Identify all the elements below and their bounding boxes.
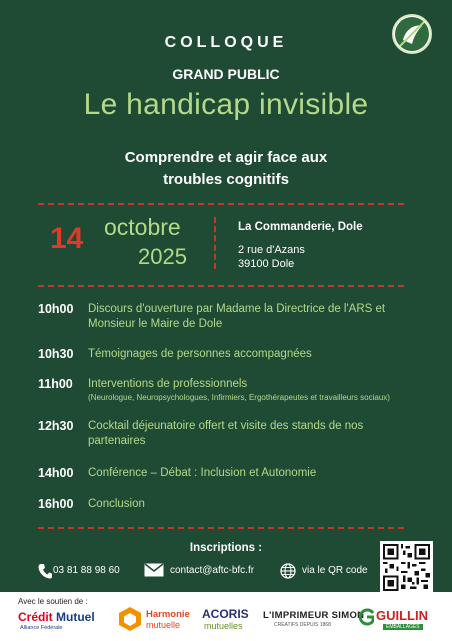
- harmonie-subtitle: mutuelle: [146, 620, 181, 630]
- sponsor-label: Avec le soutien de :: [18, 597, 88, 606]
- sponsor-credit-mutuel: [18, 610, 95, 624]
- agenda-text: Conférence – Débat : Inclusion et Autonomie: [88, 467, 317, 479]
- agenda-text: Cocktail déjeunatoire offert et visite des stands de nos partenaires: [88, 420, 364, 447]
- agenda-time: 12h30: [38, 419, 74, 433]
- sponsor-band: [0, 592, 452, 641]
- phone-icon: [38, 563, 52, 579]
- phone-number: 03 81 88 98 60: [53, 565, 120, 576]
- agenda-note: (Neurologue, Neuropsychologues, Infirmiers, Ergothérapeutes et travailleurs sociaux): [88, 393, 390, 402]
- agenda-time: 10h30: [38, 347, 74, 361]
- agenda-text-block: [88, 377, 416, 403]
- venue-city: 39100 Dole: [238, 258, 295, 270]
- agenda-time: 14h00: [38, 466, 74, 480]
- divider-top: [38, 203, 404, 205]
- guillin-logo-icon: [358, 608, 374, 626]
- sponsor-harmonie: Harmonie: [146, 609, 190, 620]
- event-subtitle: [0, 147, 452, 191]
- event-audience: GRAND PUBLIC: [172, 66, 280, 82]
- guillin-subtitle: EMBALLAGES: [383, 624, 423, 630]
- email-address: contact@aftc-bfc.fr: [170, 565, 255, 576]
- agenda-time: 11h00: [38, 377, 73, 391]
- venue-street: 2 rue d'Azans: [238, 244, 305, 256]
- agenda-text: Témoignages de personnes accompagnées: [88, 348, 312, 360]
- qr-label: via le QR code: [302, 565, 368, 576]
- sponsor-guillin: GUILLIN: [376, 608, 428, 623]
- qr-contact: [280, 563, 375, 581]
- email-contact[interactable]: [144, 563, 274, 581]
- inscriptions-title: Inscriptions :: [189, 542, 263, 554]
- sponsor-acoris: ACORIS: [202, 607, 249, 621]
- phone-contact[interactable]: [38, 563, 138, 581]
- agenda-text: Discours d'ouverture par Madame la Directrice de l'ARS et Monsieur le Maire de Dole: [88, 303, 386, 330]
- event-title: Le handicap invisible: [83, 88, 369, 121]
- date-year: 2025: [138, 244, 187, 269]
- globe-icon: [280, 563, 296, 579]
- harmonie-logo-icon: [118, 606, 142, 632]
- agenda-time: 16h00: [38, 497, 74, 511]
- venue-name: La Commanderie, Dole: [238, 221, 363, 233]
- divider-bottom: [38, 527, 404, 529]
- qr-code[interactable]: [380, 541, 433, 594]
- agenda-time: 10h00: [38, 302, 74, 316]
- acoris-subtitle: mutuelles: [204, 621, 243, 631]
- venue-address: [238, 243, 305, 271]
- mail-icon: [144, 563, 164, 577]
- subtitle-line-1: Comprendre et agir face aux: [124, 149, 328, 166]
- date-separator: [214, 217, 216, 269]
- credit-mutuel-word-2: Mutuel: [56, 610, 95, 624]
- subtitle-line-2: troubles cognitifs: [163, 171, 289, 188]
- date-day: 14: [50, 222, 84, 255]
- credit-mutuel-subtitle: Alliance Fédérale: [20, 625, 63, 631]
- event-type: COLLOQUE: [164, 34, 288, 51]
- imprimeur-subtitle: CRÉATIFS DEPUIS 1868: [274, 622, 331, 628]
- divider-middle: [38, 285, 404, 287]
- sponsor-imprimeur-simon: L'IMPRIMEUR SIMON: [263, 610, 365, 621]
- agenda-text: Conclusion: [88, 498, 145, 510]
- date-month: octobre: [104, 214, 181, 240]
- agenda-text: Interventions de professionnels: [88, 378, 248, 390]
- credit-mutuel-word-1: Crédit: [18, 610, 53, 624]
